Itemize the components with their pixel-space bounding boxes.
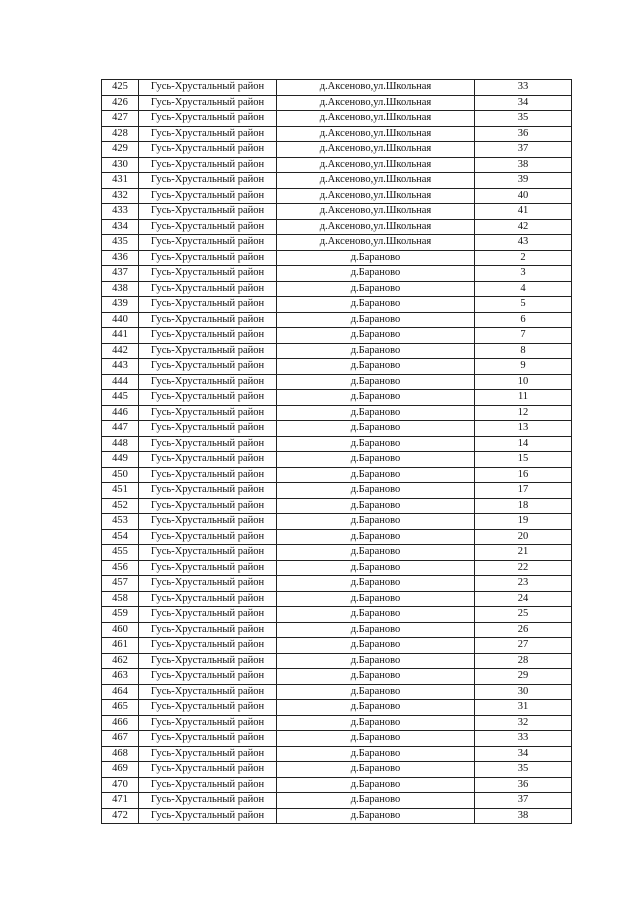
house-number-cell: 25	[475, 607, 572, 623]
locality-cell: д.Аксеново,ул.Школьная	[277, 173, 475, 189]
row-number: 471	[102, 793, 139, 809]
district-cell: Гусь-Хрустальный район	[139, 328, 277, 344]
table-row	[102, 684, 572, 700]
row-number: 435	[102, 235, 139, 251]
locality-cell: д.Бараново	[277, 576, 475, 592]
row-number: 458	[102, 591, 139, 607]
row-number: 461	[102, 638, 139, 654]
house-number-cell: 9	[475, 359, 572, 375]
locality-cell: д.Бараново	[277, 529, 475, 545]
district-cell: Гусь-Хрустальный район	[139, 746, 277, 762]
table-row	[102, 126, 572, 142]
table-row	[102, 700, 572, 716]
row-number: 437	[102, 266, 139, 282]
house-number-cell: 11	[475, 390, 572, 406]
table-row	[102, 808, 572, 824]
house-number-cell: 29	[475, 669, 572, 685]
locality-cell: д.Аксеново,ул.Школьная	[277, 111, 475, 127]
locality-cell: д.Бараново	[277, 514, 475, 530]
district-cell: Гусь-Хрустальный район	[139, 715, 277, 731]
table-row	[102, 746, 572, 762]
house-number-cell: 28	[475, 653, 572, 669]
table-row	[102, 622, 572, 638]
table-row	[102, 607, 572, 623]
house-number-cell: 39	[475, 173, 572, 189]
house-number-cell: 38	[475, 808, 572, 824]
district-cell: Гусь-Хрустальный район	[139, 235, 277, 251]
table-row	[102, 452, 572, 468]
locality-cell: д.Аксеново,ул.Школьная	[277, 204, 475, 220]
table-row	[102, 545, 572, 561]
district-cell: Гусь-Хрустальный район	[139, 95, 277, 111]
locality-cell: д.Бараново	[277, 808, 475, 824]
row-number: 430	[102, 157, 139, 173]
locality-cell: д.Бараново	[277, 374, 475, 390]
row-number: 451	[102, 483, 139, 499]
house-number-cell: 36	[475, 777, 572, 793]
district-cell: Гусь-Хрустальный район	[139, 591, 277, 607]
district-cell: Гусь-Хрустальный район	[139, 188, 277, 204]
district-cell: Гусь-Хрустальный район	[139, 560, 277, 576]
house-number-cell: 6	[475, 312, 572, 328]
house-number-cell: 34	[475, 95, 572, 111]
row-number: 434	[102, 219, 139, 235]
house-number-cell: 5	[475, 297, 572, 313]
district-cell: Гусь-Хрустальный район	[139, 219, 277, 235]
table-row	[102, 173, 572, 189]
house-number-cell: 13	[475, 421, 572, 437]
row-number: 436	[102, 250, 139, 266]
row-number: 447	[102, 421, 139, 437]
table-row	[102, 669, 572, 685]
house-number-cell: 24	[475, 591, 572, 607]
table-row	[102, 390, 572, 406]
table-row	[102, 467, 572, 483]
table-row	[102, 731, 572, 747]
row-number: 464	[102, 684, 139, 700]
row-number: 462	[102, 653, 139, 669]
row-number: 450	[102, 467, 139, 483]
locality-cell: д.Аксеново,ул.Школьная	[277, 235, 475, 251]
row-number: 467	[102, 731, 139, 747]
table-row	[102, 653, 572, 669]
row-number: 446	[102, 405, 139, 421]
locality-cell: д.Бараново	[277, 328, 475, 344]
locality-cell: д.Бараново	[277, 390, 475, 406]
table-row	[102, 250, 572, 266]
district-cell: Гусь-Хрустальный район	[139, 157, 277, 173]
house-number-cell: 18	[475, 498, 572, 514]
house-number-cell: 14	[475, 436, 572, 452]
district-cell: Гусь-Хрустальный район	[139, 374, 277, 390]
locality-cell: д.Бараново	[277, 684, 475, 700]
table-row	[102, 328, 572, 344]
table-row	[102, 219, 572, 235]
district-cell: Гусь-Хрустальный район	[139, 793, 277, 809]
row-number: 452	[102, 498, 139, 514]
locality-cell: д.Бараново	[277, 312, 475, 328]
row-number: 466	[102, 715, 139, 731]
district-cell: Гусь-Хрустальный район	[139, 669, 277, 685]
locality-cell: д.Бараново	[277, 281, 475, 297]
row-number: 427	[102, 111, 139, 127]
house-number-cell: 22	[475, 560, 572, 576]
house-number-cell: 43	[475, 235, 572, 251]
house-number-cell: 27	[475, 638, 572, 654]
table-row	[102, 715, 572, 731]
table-row	[102, 576, 572, 592]
table-row	[102, 142, 572, 158]
table-row	[102, 266, 572, 282]
locality-cell: д.Бараново	[277, 591, 475, 607]
table-row	[102, 529, 572, 545]
row-number: 432	[102, 188, 139, 204]
table-row	[102, 188, 572, 204]
district-cell: Гусь-Хрустальный район	[139, 390, 277, 406]
district-cell: Гусь-Хрустальный район	[139, 514, 277, 530]
table-row	[102, 80, 572, 96]
district-cell: Гусь-Хрустальный район	[139, 731, 277, 747]
row-number: 453	[102, 514, 139, 530]
locality-cell: д.Бараново	[277, 793, 475, 809]
district-cell: Гусь-Хрустальный район	[139, 297, 277, 313]
table-row	[102, 514, 572, 530]
locality-cell: д.Бараново	[277, 266, 475, 282]
locality-cell: д.Бараново	[277, 436, 475, 452]
locality-cell: д.Бараново	[277, 731, 475, 747]
row-number: 445	[102, 390, 139, 406]
row-number: 439	[102, 297, 139, 313]
table-row	[102, 157, 572, 173]
house-number-cell: 16	[475, 467, 572, 483]
district-cell: Гусь-Хрустальный район	[139, 266, 277, 282]
district-cell: Гусь-Хрустальный район	[139, 622, 277, 638]
district-cell: Гусь-Хрустальный район	[139, 436, 277, 452]
district-cell: Гусь-Хрустальный район	[139, 173, 277, 189]
row-number: 440	[102, 312, 139, 328]
locality-cell: д.Аксеново,ул.Школьная	[277, 157, 475, 173]
locality-cell: д.Бараново	[277, 498, 475, 514]
locality-cell: д.Бараново	[277, 560, 475, 576]
row-number: 426	[102, 95, 139, 111]
locality-cell: д.Бараново	[277, 777, 475, 793]
locality-cell: д.Бараново	[277, 669, 475, 685]
house-number-cell: 33	[475, 731, 572, 747]
locality-cell: д.Бараново	[277, 653, 475, 669]
house-number-cell: 42	[475, 219, 572, 235]
district-cell: Гусь-Хрустальный район	[139, 126, 277, 142]
house-number-cell: 41	[475, 204, 572, 220]
house-number-cell: 37	[475, 142, 572, 158]
table-row	[102, 111, 572, 127]
locality-cell: д.Бараново	[277, 545, 475, 561]
row-number: 449	[102, 452, 139, 468]
table-row	[102, 638, 572, 654]
table-row	[102, 235, 572, 251]
row-number: 431	[102, 173, 139, 189]
table-row	[102, 204, 572, 220]
locality-cell: д.Аксеново,ул.Школьная	[277, 80, 475, 96]
district-cell: Гусь-Хрустальный район	[139, 250, 277, 266]
district-cell: Гусь-Хрустальный район	[139, 452, 277, 468]
row-number: 428	[102, 126, 139, 142]
house-number-cell: 38	[475, 157, 572, 173]
house-number-cell: 2	[475, 250, 572, 266]
row-number: 455	[102, 545, 139, 561]
locality-cell: д.Бараново	[277, 343, 475, 359]
house-number-cell: 3	[475, 266, 572, 282]
locality-cell: д.Бараново	[277, 746, 475, 762]
locality-cell: д.Бараново	[277, 250, 475, 266]
district-cell: Гусь-Хрустальный район	[139, 607, 277, 623]
district-cell: Гусь-Хрустальный район	[139, 700, 277, 716]
row-number: 429	[102, 142, 139, 158]
locality-cell: д.Бараново	[277, 622, 475, 638]
locality-cell: д.Бараново	[277, 762, 475, 778]
house-number-cell: 15	[475, 452, 572, 468]
locality-cell: д.Бараново	[277, 483, 475, 499]
table-row	[102, 374, 572, 390]
table-row	[102, 762, 572, 778]
table-row	[102, 421, 572, 437]
row-number: 472	[102, 808, 139, 824]
house-number-cell: 33	[475, 80, 572, 96]
district-cell: Гусь-Хрустальный район	[139, 762, 277, 778]
address-table	[101, 79, 572, 824]
district-cell: Гусь-Хрустальный район	[139, 576, 277, 592]
house-number-cell: 40	[475, 188, 572, 204]
row-number: 463	[102, 669, 139, 685]
table-row	[102, 95, 572, 111]
district-cell: Гусь-Хрустальный район	[139, 808, 277, 824]
row-number: 457	[102, 576, 139, 592]
table-row	[102, 560, 572, 576]
table-row	[102, 793, 572, 809]
locality-cell: д.Аксеново,ул.Школьная	[277, 126, 475, 142]
row-number: 442	[102, 343, 139, 359]
table-row	[102, 436, 572, 452]
locality-cell: д.Бараново	[277, 452, 475, 468]
table-row	[102, 405, 572, 421]
district-cell: Гусь-Хрустальный район	[139, 80, 277, 96]
district-cell: Гусь-Хрустальный район	[139, 498, 277, 514]
locality-cell: д.Аксеново,ул.Школьная	[277, 188, 475, 204]
district-cell: Гусь-Хрустальный район	[139, 312, 277, 328]
district-cell: Гусь-Хрустальный район	[139, 529, 277, 545]
table-row	[102, 281, 572, 297]
house-number-cell: 12	[475, 405, 572, 421]
district-cell: Гусь-Хрустальный район	[139, 545, 277, 561]
district-cell: Гусь-Хрустальный район	[139, 777, 277, 793]
house-number-cell: 10	[475, 374, 572, 390]
house-number-cell: 35	[475, 762, 572, 778]
address-table-body	[102, 80, 572, 824]
row-number: 465	[102, 700, 139, 716]
row-number: 459	[102, 607, 139, 623]
district-cell: Гусь-Хрустальный район	[139, 483, 277, 499]
house-number-cell: 21	[475, 545, 572, 561]
locality-cell: д.Бараново	[277, 359, 475, 375]
locality-cell: д.Бараново	[277, 297, 475, 313]
row-number: 444	[102, 374, 139, 390]
row-number: 441	[102, 328, 139, 344]
table-row	[102, 483, 572, 499]
table-row	[102, 297, 572, 313]
row-number: 468	[102, 746, 139, 762]
locality-cell: д.Бараново	[277, 421, 475, 437]
house-number-cell: 26	[475, 622, 572, 638]
district-cell: Гусь-Хрустальный район	[139, 204, 277, 220]
locality-cell: д.Бараново	[277, 715, 475, 731]
locality-cell: д.Бараново	[277, 638, 475, 654]
district-cell: Гусь-Хрустальный район	[139, 638, 277, 654]
locality-cell: д.Бараново	[277, 700, 475, 716]
row-number: 460	[102, 622, 139, 638]
district-cell: Гусь-Хрустальный район	[139, 343, 277, 359]
table-row	[102, 343, 572, 359]
house-number-cell: 20	[475, 529, 572, 545]
house-number-cell: 8	[475, 343, 572, 359]
house-number-cell: 23	[475, 576, 572, 592]
house-number-cell: 32	[475, 715, 572, 731]
district-cell: Гусь-Хрустальный район	[139, 142, 277, 158]
house-number-cell: 17	[475, 483, 572, 499]
house-number-cell: 36	[475, 126, 572, 142]
table-row	[102, 312, 572, 328]
table-row	[102, 777, 572, 793]
row-number: 443	[102, 359, 139, 375]
district-cell: Гусь-Хрустальный район	[139, 111, 277, 127]
row-number: 425	[102, 80, 139, 96]
locality-cell: д.Бараново	[277, 405, 475, 421]
row-number: 456	[102, 560, 139, 576]
locality-cell: д.Аксеново,ул.Школьная	[277, 95, 475, 111]
table-row	[102, 498, 572, 514]
district-cell: Гусь-Хрустальный район	[139, 653, 277, 669]
house-number-cell: 34	[475, 746, 572, 762]
row-number: 438	[102, 281, 139, 297]
table-row	[102, 591, 572, 607]
locality-cell: д.Аксеново,ул.Школьная	[277, 219, 475, 235]
locality-cell: д.Бараново	[277, 467, 475, 483]
house-number-cell: 31	[475, 700, 572, 716]
locality-cell: д.Бараново	[277, 607, 475, 623]
row-number: 433	[102, 204, 139, 220]
house-number-cell: 30	[475, 684, 572, 700]
table-row	[102, 359, 572, 375]
house-number-cell: 37	[475, 793, 572, 809]
house-number-cell: 7	[475, 328, 572, 344]
district-cell: Гусь-Хрустальный район	[139, 421, 277, 437]
house-number-cell: 4	[475, 281, 572, 297]
house-number-cell: 19	[475, 514, 572, 530]
district-cell: Гусь-Хрустальный район	[139, 281, 277, 297]
district-cell: Гусь-Хрустальный район	[139, 405, 277, 421]
district-cell: Гусь-Хрустальный район	[139, 467, 277, 483]
district-cell: Гусь-Хрустальный район	[139, 359, 277, 375]
row-number: 448	[102, 436, 139, 452]
row-number: 469	[102, 762, 139, 778]
house-number-cell: 35	[475, 111, 572, 127]
row-number: 470	[102, 777, 139, 793]
row-number: 454	[102, 529, 139, 545]
district-cell: Гусь-Хрустальный район	[139, 684, 277, 700]
locality-cell: д.Аксеново,ул.Школьная	[277, 142, 475, 158]
